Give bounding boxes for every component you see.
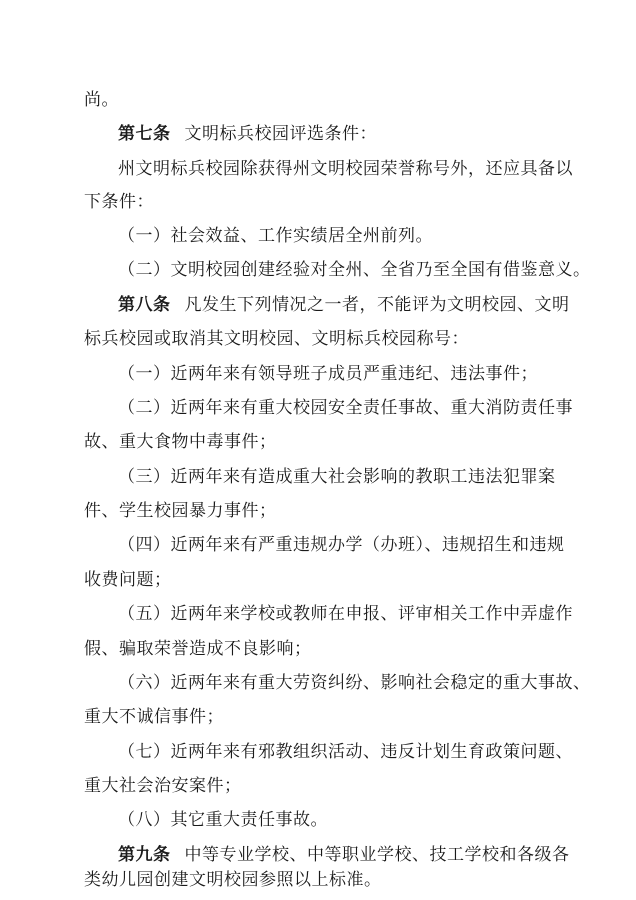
article-heading: 第九条 <box>118 845 171 865</box>
text-line <box>118 671 591 695</box>
text-line <box>118 533 565 557</box>
text-line <box>84 499 277 523</box>
article-heading: 第七条 <box>118 124 171 144</box>
line-text: （六）近两年来有重大劳资纠纷、影响社会稳定的重大事故、 <box>118 673 591 693</box>
text-line <box>118 224 433 248</box>
text-line <box>118 808 328 832</box>
text-line <box>84 868 382 892</box>
line-text: （一）社会效益、工作实绩居全州前列。 <box>118 226 433 246</box>
line-text: （三）近两年来有造成重大社会影响的教职工违法犯罪案 <box>118 467 556 487</box>
article-heading: 第八条 <box>118 295 171 315</box>
line-text: 故、重大食物中毒事件； <box>84 432 277 452</box>
line-text: （五）近两年来学校或教师在申报、评审相关工作中弄虚作 <box>118 604 573 624</box>
text-line <box>118 843 570 867</box>
line-text: 下条件： <box>84 192 154 212</box>
line-text: 标兵校园或取消其文明校园、文明标兵校园称号： <box>84 329 469 349</box>
line-text: 收费问题； <box>84 570 172 590</box>
line-text: （二）近两年来有重大校园安全责任事故、重大消防责任事 <box>118 398 573 418</box>
line-text: 类幼儿园创建文明校园参照以上标准。 <box>84 870 382 890</box>
line-text: 文明标兵校园评选条件： <box>184 124 377 144</box>
text-line <box>118 362 538 386</box>
line-text: 重大不诚信事件； <box>84 707 224 727</box>
line-text: （八）其它重大责任事故。 <box>118 810 328 830</box>
line-text: 件、学生校园暴力事件； <box>84 501 277 521</box>
text-line <box>118 396 573 420</box>
line-text: 中等专业学校、中等职业学校、技工学校和各级各 <box>184 845 570 865</box>
line-text: 州文明标兵校园除获得州文明校园荣誉称号外，还应具备以 <box>118 159 573 179</box>
text-line <box>84 327 469 351</box>
text-line <box>84 190 154 214</box>
line-text: （二）文明校园创建经验对全州、全省乃至全国有借鉴意义。 <box>118 260 591 280</box>
text-line <box>84 430 277 454</box>
line-text: 重大社会治安案件； <box>84 776 242 796</box>
text-line <box>118 157 573 181</box>
line-text: （四）近两年来有严重违规办学（办班）、违规招生和违规 <box>118 535 565 555</box>
text-line <box>118 122 377 146</box>
line-text: 凡发生下列情况之一者，不能评为文明校园、文明 <box>184 295 570 315</box>
text-line <box>118 740 573 764</box>
text-line <box>118 293 570 317</box>
text-line <box>84 88 119 112</box>
text-line <box>118 465 556 489</box>
text-line <box>118 258 591 282</box>
line-text: 尚。 <box>84 90 119 110</box>
line-text: 假、骗取荣誉造成不良影响； <box>84 639 312 659</box>
text-line <box>84 705 224 729</box>
text-line <box>84 637 312 661</box>
text-line <box>118 602 573 626</box>
line-text: （一）近两年来有领导班子成员严重违纪、违法事件； <box>118 364 538 384</box>
text-line <box>84 568 172 592</box>
line-text: （七）近两年来有邪教组织活动、违反计划生育政策问题、 <box>118 742 573 762</box>
text-line <box>84 774 242 798</box>
